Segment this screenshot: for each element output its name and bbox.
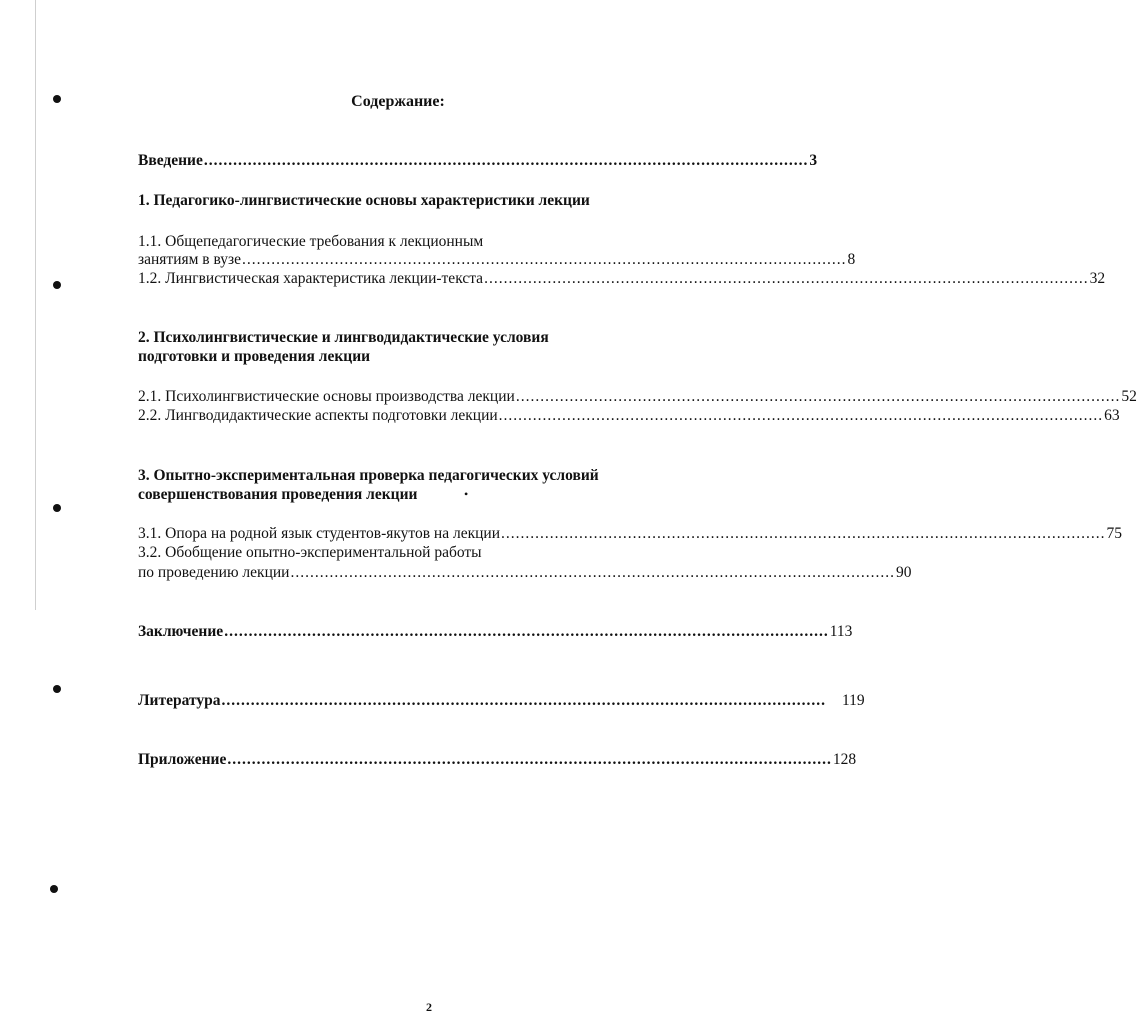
toc-label: по проведению лекции bbox=[138, 564, 290, 581]
toc-entry-2-2 bbox=[138, 407, 1120, 425]
toc-label: 2.2. Лингводидактические аспекты подготовки лекции bbox=[138, 407, 498, 424]
toc-label: Заключение bbox=[138, 623, 224, 640]
toc-page: 119 bbox=[841, 692, 865, 709]
toc-entry-intro bbox=[138, 152, 818, 170]
leader-dots: ............................................................................................................................ bbox=[203, 152, 809, 169]
toc-label: 3.1. Опора на родной язык студентов-якутов на лекции bbox=[138, 525, 501, 542]
toc-entry-3-1 bbox=[138, 525, 1123, 543]
toc-label: Приложение bbox=[138, 751, 227, 768]
page-number: 2 bbox=[426, 1000, 432, 1014]
scan-edge-line bbox=[35, 0, 36, 610]
stray-mark: • bbox=[464, 487, 469, 501]
toc-page: 52 bbox=[1121, 388, 1137, 405]
chapter-2-heading-line1: 2. Психолингвистические и лингводидактические условия bbox=[138, 329, 549, 346]
toc-label: 1.2. Лингвистическая характеристика лекции-текста bbox=[138, 270, 484, 287]
leader-dots: ............................................................................................................................ bbox=[227, 751, 832, 768]
punch-hole-mark bbox=[53, 685, 61, 693]
toc-page: 113 bbox=[829, 623, 853, 640]
toc-label: 2.1. Психолингвистические основы производства лекции bbox=[138, 388, 515, 405]
page-title: Содержание: bbox=[351, 93, 445, 110]
toc-entry-1-1 bbox=[138, 251, 856, 269]
leader-dots: ............................................................................................................................ bbox=[501, 525, 1106, 542]
toc-entry-1-1-line1: 1.1. Общепедагогические требования к лекционным bbox=[138, 233, 484, 250]
leader-dots: ............................................................................................................................ bbox=[221, 692, 826, 709]
chapter-1-heading: 1. Педагогико-лингвистические основы характеристики лекции bbox=[138, 192, 590, 209]
chapter-3-heading-line2: совершенствования проведения лекции bbox=[138, 486, 418, 503]
toc-page: 75 bbox=[1106, 525, 1123, 542]
punch-hole-mark bbox=[53, 504, 61, 512]
toc-label: Литература bbox=[138, 692, 221, 709]
punch-hole-mark bbox=[53, 281, 61, 289]
leader-dots: ............................................................................................................................ bbox=[290, 564, 895, 581]
toc-entry-3-2 bbox=[138, 564, 912, 582]
leader-dots: ............................................................................................................................ bbox=[242, 251, 847, 268]
toc-entry-2-1 bbox=[138, 388, 1137, 406]
toc-page: 128 bbox=[832, 751, 857, 768]
leader-dots: ............................................................................................................................ bbox=[224, 623, 829, 640]
toc-entry-3-2-line1: 3.2. Обобщение опытно-экспериментальной работы bbox=[138, 544, 482, 561]
toc-label: Введение bbox=[138, 152, 203, 169]
toc-entry-conclusion bbox=[138, 623, 853, 641]
toc-page: 8 bbox=[847, 251, 856, 268]
toc-page: 63 bbox=[1104, 407, 1120, 424]
leader-dots: ............................................................................................................................ bbox=[515, 388, 1121, 405]
chapter-2-heading-line2: подготовки и проведения лекции bbox=[138, 348, 371, 365]
leader-dots: ............................................................................................................................ bbox=[484, 270, 1089, 287]
punch-hole-mark bbox=[50, 885, 58, 893]
toc-page: 90 bbox=[895, 564, 912, 581]
leader-dots: ............................................................................................................................ bbox=[498, 407, 1104, 424]
toc-page: 3 bbox=[809, 152, 818, 169]
chapter-3-heading-line1: 3. Опытно-экспериментальная проверка педагогических условий bbox=[138, 467, 599, 484]
toc-page: 32 bbox=[1089, 270, 1106, 287]
toc-entry-appendix bbox=[138, 751, 857, 769]
toc-label: занятиям в вузе bbox=[138, 251, 242, 268]
toc-entry-1-2 bbox=[138, 270, 1106, 288]
toc-entry-literature bbox=[138, 692, 865, 710]
